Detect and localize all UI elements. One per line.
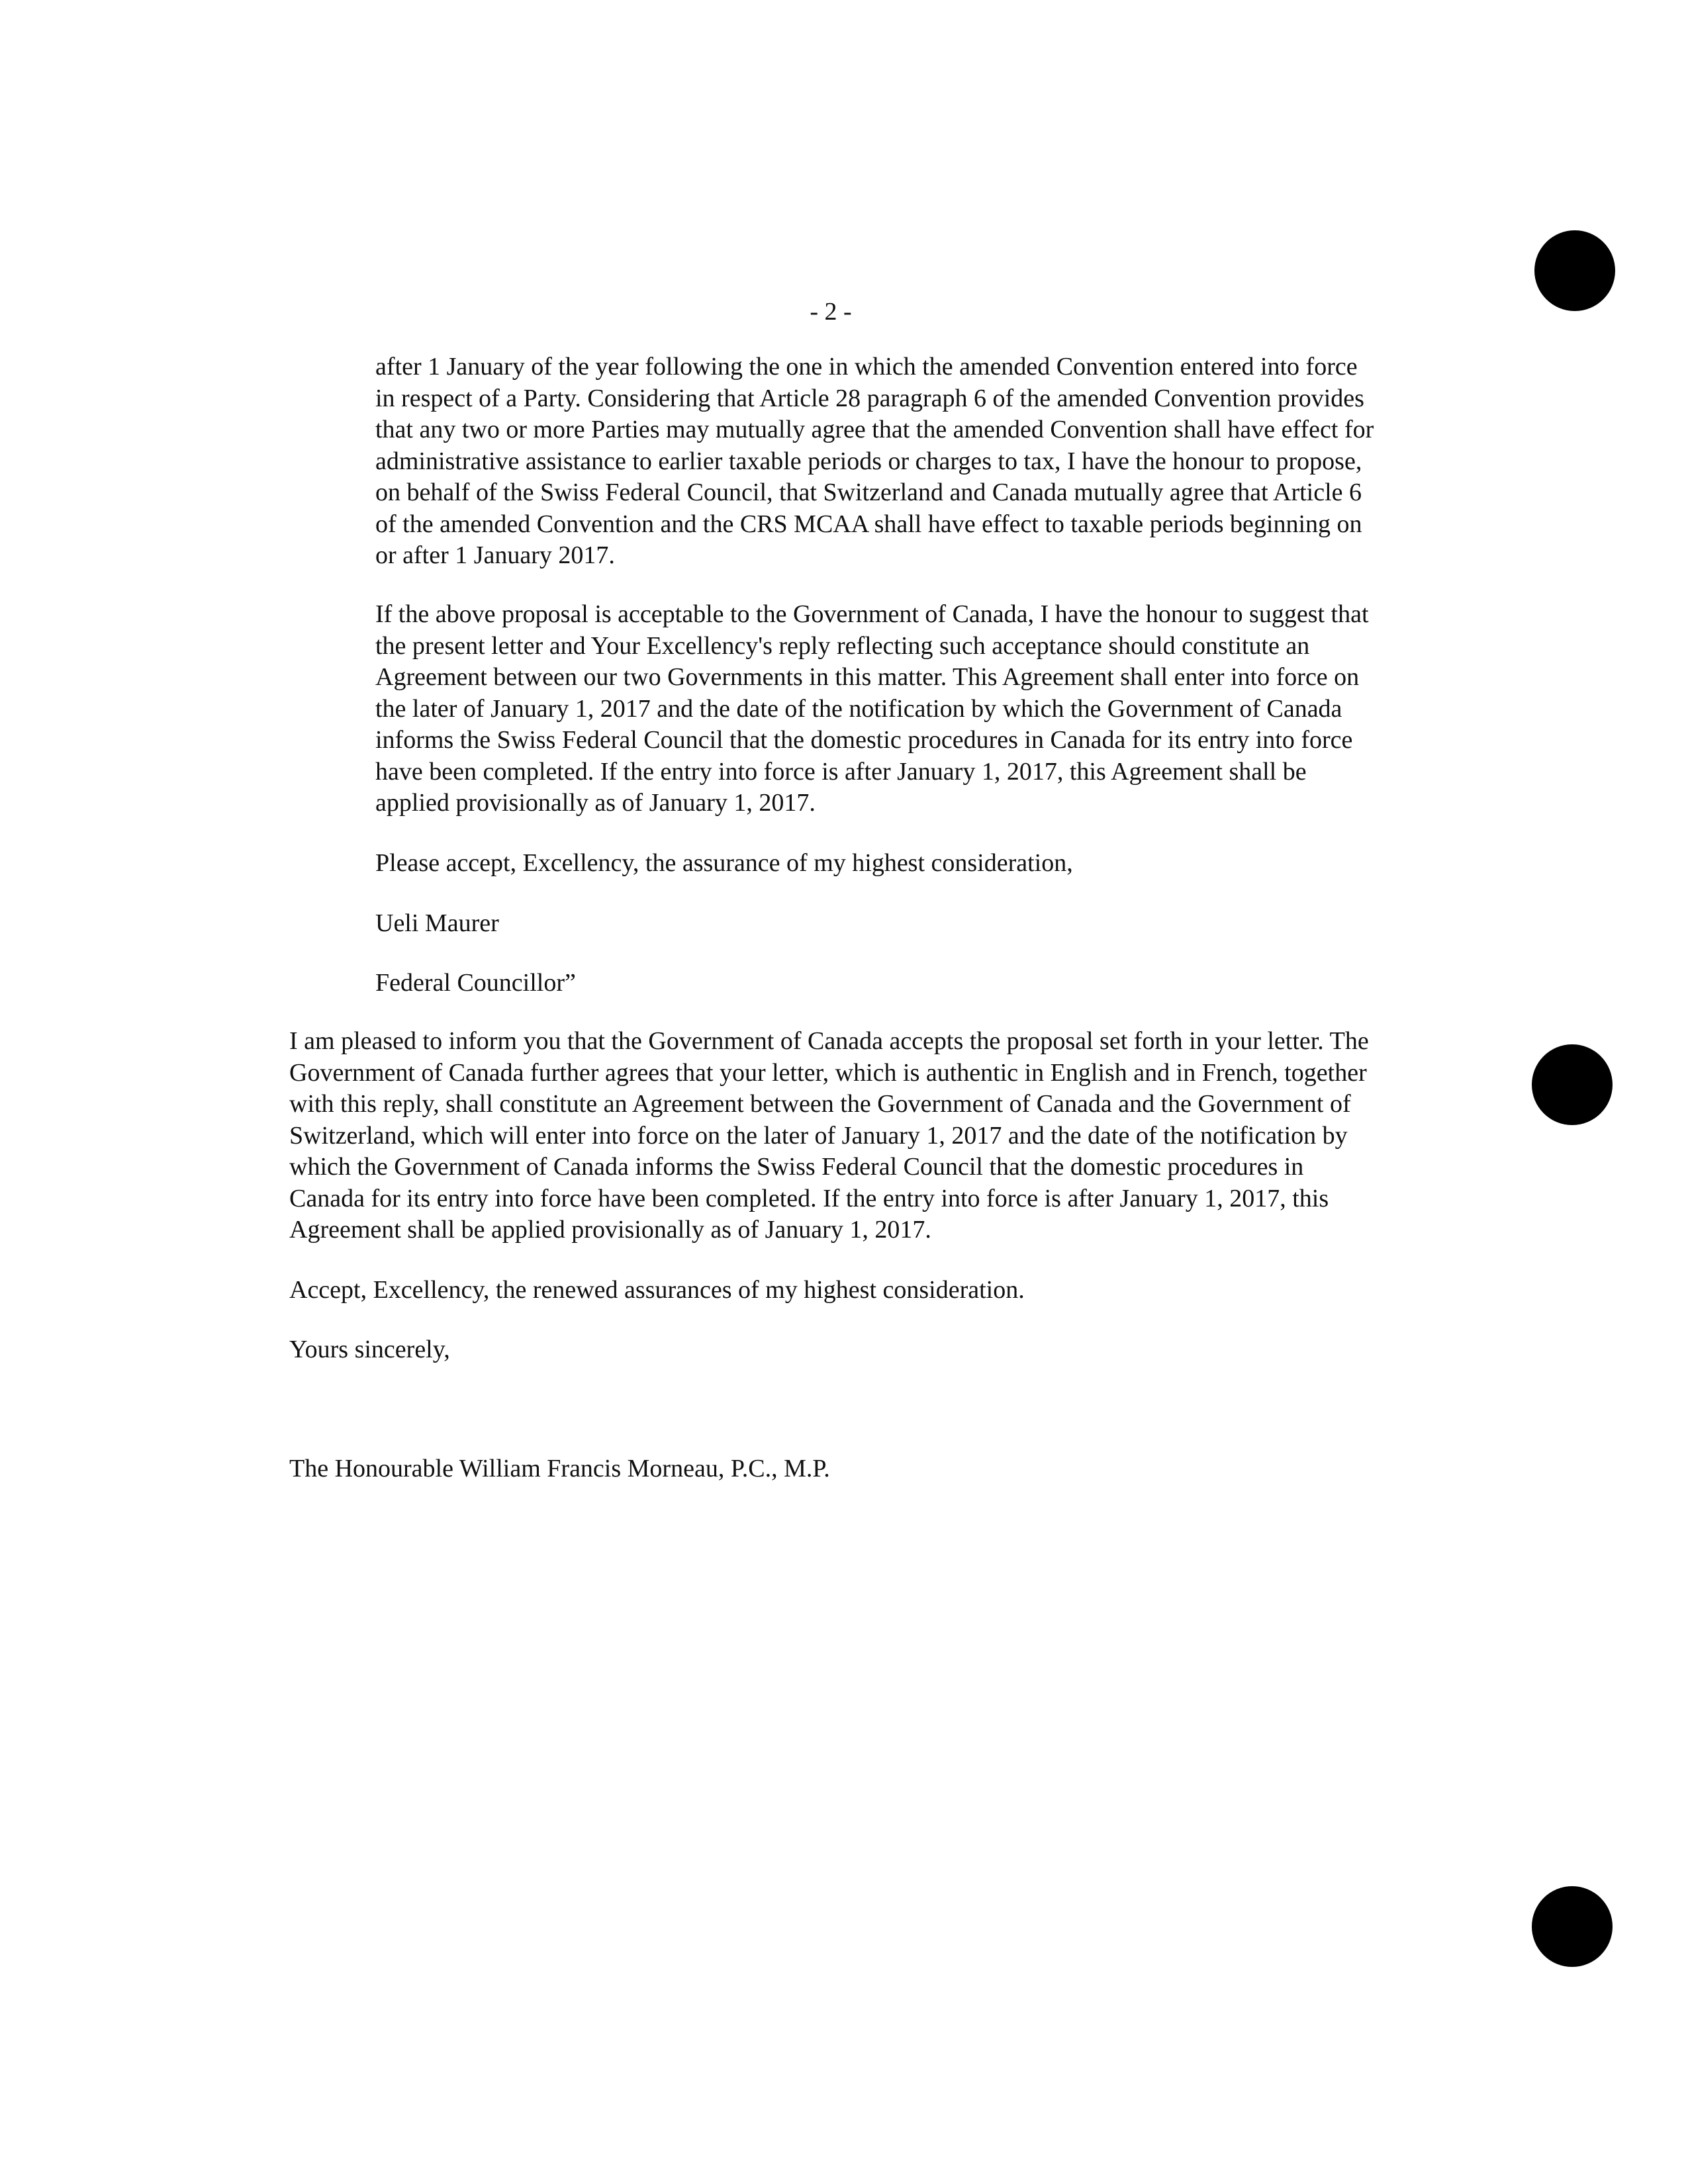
punch-hole-middle xyxy=(1532,1044,1613,1125)
reply-valediction: Yours sincerely, xyxy=(289,1336,450,1363)
reply-closing: Accept, Excellency, the renewed assurances of my highest consideration. xyxy=(289,1276,1025,1304)
quoted-letter-paragraph-2: If the above proposal is acceptable to the Government of Canada, I have the honour to suggest that the present letter and Your Excellency's reply reflecting such acceptance should constitute an Agreement between our two Governments in this matter. This Agreement shall enter into force on the later of January 1, 2017 and the date of the notification by which the Government of Canada informs the Swiss Federal Council that the domestic procedures in Canada for its entry into force have been completed. If the entry into force is after January 1, 2017, this Agreement shall be applied provisionally as of January 1, 2017. xyxy=(375,600,1369,817)
quoted-letter-closing: Please accept, Excellency, the assurance of my highest consideration, xyxy=(375,849,1073,877)
reply-signatory: The Honourable William Francis Morneau, P.C., M.P. xyxy=(289,1455,830,1482)
quoted-letter-paragraph-1: after 1 January of the year following the one in which the amended Convention entered into force in respect of a Party. Considering that Article 28 paragraph 6 of the amended Convention provides that any two or more Parties may mutually agree that the amended Convention shall have effect for administrative assistance to earlier taxable periods or charges to tax, I have the honour to propose, on behalf of the Swiss Federal Council, that Switzerland and Canada mutually agree that Article 6 of the amended Convention and the CRS MCAA shall have effect to taxable periods beginning on or after 1 January 2017. xyxy=(375,353,1374,569)
quoted-letter-signatory-title: Federal Councillor” xyxy=(375,969,576,997)
page-number: - 2 - xyxy=(810,298,852,326)
punch-hole-bottom xyxy=(1532,1886,1613,1967)
quoted-letter-signatory-name: Ueli Maurer xyxy=(375,909,499,937)
punch-hole-top xyxy=(1534,230,1615,311)
reply-paragraph-1: I am pleased to inform you that the Government of Canada accepts the proposal set forth in your letter. The Government of Canada further agrees that your letter, which is authentic in English and in French, together with this reply, shall constitute an Agreement between the Government of Canada and the Government of Switzerland, which will enter into force on the later of January 1, 2017 and the date of the notification by which the Government of Canada informs the Swiss Federal Council that the domestic procedures in Canada for its entry into force have been completed. If the entry into force is after January 1, 2017, this Agreement shall be applied provisionally as of January 1, 2017. xyxy=(289,1027,1369,1244)
